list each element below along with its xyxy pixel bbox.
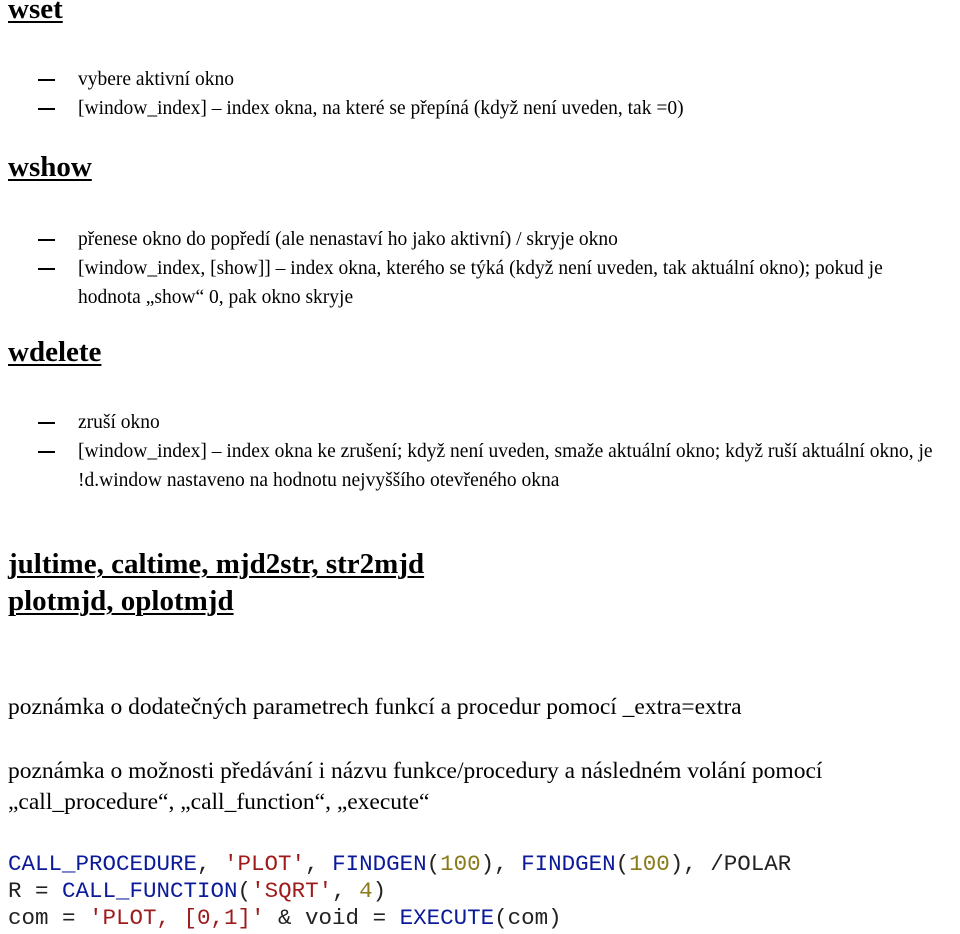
list-item-text: vybere aktivní okno: [78, 69, 234, 90]
list-item: [0, 408, 960, 437]
code-punct: (: [615, 851, 630, 877]
code-punct: ,: [494, 851, 522, 877]
list-item: [0, 94, 960, 123]
link-time-functions[interactable]: jultime, caltime, mjd2str, str2mjd: [8, 548, 425, 580]
code-line-execute: [8, 905, 562, 932]
code-punct: ): [669, 851, 684, 877]
code-punct: (: [237, 878, 252, 904]
code-keyword: FINDGEN: [332, 851, 427, 877]
code-keyword: EXECUTE: [399, 905, 495, 931]
code-keyword: FINDGEN: [521, 851, 616, 877]
code-string: 'PLOT': [224, 851, 306, 877]
code-plain: com =: [8, 905, 90, 931]
code-line-call-procedure: [8, 851, 791, 878]
section-heading-wshow: wshow: [8, 151, 92, 183]
code-plain: R =: [8, 878, 63, 904]
code-punct: ): [480, 851, 495, 877]
code-keyword: CALL_FUNCTION: [62, 878, 238, 904]
link-plot-functions[interactable]: plotmjd, oplotmjd: [8, 585, 234, 617]
wset-bullet-list: [0, 65, 960, 123]
wdelete-bullet-list: [0, 408, 960, 495]
dash-bullet-icon: [38, 79, 55, 81]
code-number: 4: [359, 878, 373, 904]
code-string: 'SQRT': [251, 878, 333, 904]
dash-bullet-icon: [38, 422, 55, 424]
list-item-text: zruší okno: [78, 412, 160, 433]
list-item: [0, 65, 960, 94]
code-line-call-function: [8, 878, 386, 905]
code-punct: ,: [305, 851, 333, 877]
note-call-by-name-line2: „call_procedure“, „call_function“, „execute“: [8, 789, 430, 815]
section-heading-wdelete: wdelete: [8, 336, 102, 368]
dash-bullet-icon: [38, 239, 55, 241]
code-punct: (: [426, 851, 441, 877]
dash-bullet-icon: [38, 268, 55, 270]
dash-bullet-icon: [38, 108, 55, 110]
code-punct: ): [372, 878, 387, 904]
list-item-text: [window_index, [show]] – index okna, kterého se týká (když není uveden, tak aktuální okno); pokud je hodnota „show“ 0, pak okno skryje: [78, 258, 883, 308]
list-item: [0, 225, 960, 254]
code-plain: , /POLAR: [683, 851, 792, 877]
wshow-bullet-list: [0, 225, 960, 312]
code-string: 'PLOT, [0,1]': [89, 905, 265, 931]
code-plain: (com): [494, 905, 562, 931]
note-extra-parameters: poznámka o dodatečných parametrech funkcí a procedur pomocí _extra=extra: [8, 694, 742, 720]
section-heading-wset: wset: [8, 0, 63, 25]
list-item-text: [window_index] – index okna ke zrušení; když není uveden, smaže aktuální okno; když ruší aktuální okno, je !d.window nastaveno na hodnotu nejvyššího otevřeného okna: [78, 441, 933, 491]
list-item-text: přenese okno do popředí (ale nenastaví ho jako aktivní) / skryje okno: [78, 229, 618, 250]
note-call-by-name-line1: poznámka o možnosti předávání i názvu funkce/procedury a následném volání pomocí: [8, 758, 823, 784]
list-item: [0, 254, 960, 312]
dash-bullet-icon: [38, 451, 55, 453]
list-item-text: [window_index] – index okna, na které se přepíná (když není uveden, tak =0): [78, 98, 684, 119]
code-number: 100: [440, 851, 481, 877]
code-keyword: CALL_PROCEDURE: [8, 851, 198, 877]
code-punct: ,: [332, 878, 360, 904]
code-punct: ,: [197, 851, 225, 877]
code-plain: & void =: [264, 905, 400, 931]
list-item: [0, 437, 960, 495]
code-number: 100: [629, 851, 670, 877]
